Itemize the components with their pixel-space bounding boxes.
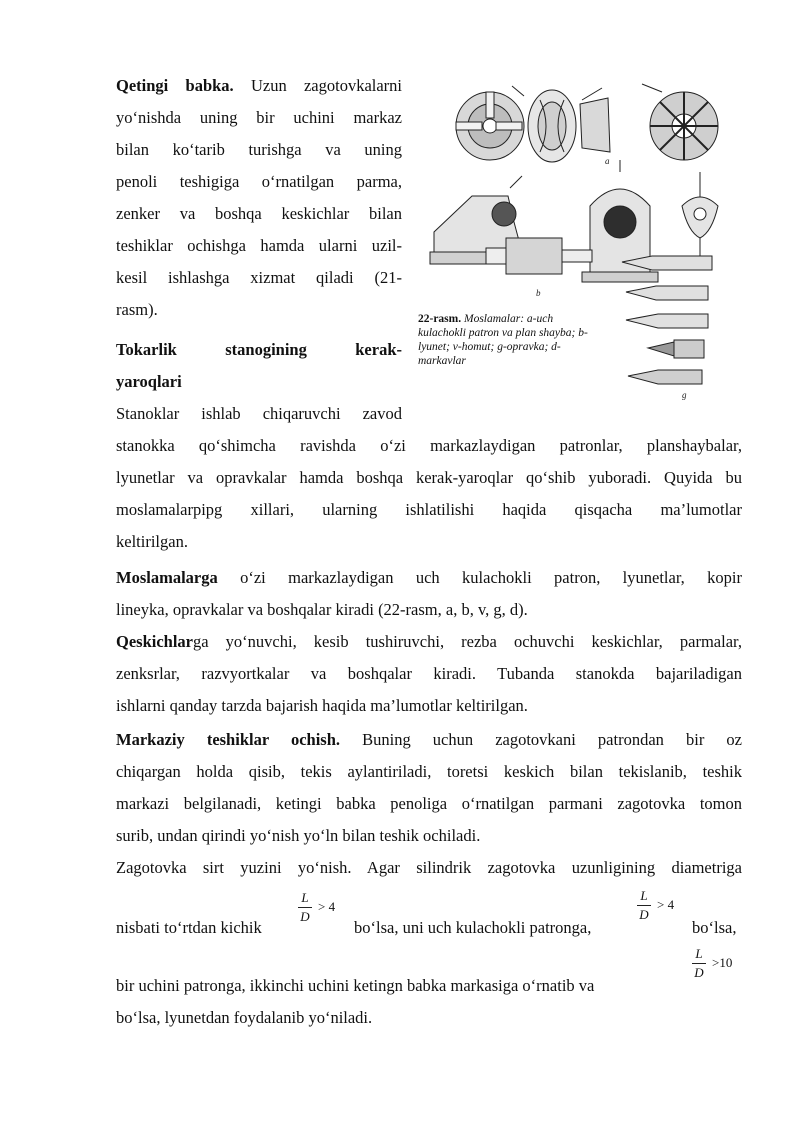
term-qetingi-babka: Qetingi babka. [116,76,234,95]
term-markaziy-teshiklar: Markaziy teshiklar ochish. [116,730,341,749]
text-line: surib, undan qirindi yo‘nish yo‘ln bilan teshik ochiladi. [116,826,481,845]
label-a: a [605,156,610,166]
text-line: zenker va boshqa keskichlar bilan [116,204,402,223]
text-fragment: bo‘lsa, [692,918,737,937]
text-line: keltirilgan. [116,532,188,551]
text-line: lineyka, opravkalar va boshqalar kiradi (22-rasm, a, b, v, g, d). [116,600,528,619]
text-line: ishlarni qanday tarzda bajarish haqida ma’lumotlar keltirilgan. [116,696,528,715]
dog-clamp-drawing [682,172,718,256]
text-line: rasm). [116,300,158,319]
label-g: g [682,390,687,400]
term-moslamalarga: Moslamalarga [116,568,218,587]
text-line: Qeskichlarga yo‘nuvchi, kesib tushiruvchi, rezba ochuvchi keskichlar, parmalar, [116,632,742,651]
heading-line: yaroqlari [116,372,182,391]
text-fragment: nisbati to‘rtdan kichik [116,918,262,937]
text-line: yo‘nishda uning bir uchini markaz [116,108,402,127]
text-line: penoli teshigiga o‘rnatilgan parma, [116,172,402,191]
text-line: stanokka qo‘shimcha ravishda o‘zi markazlaydigan patronlar, planshaybalar, [116,436,742,455]
text-line: Qetingi babka. Uzun zagotovkalarni [116,76,403,95]
text-line: Moslamalarga o‘zi markazlaydigan uch kulachokli patron, lyunetlar, kopir [116,568,742,587]
label-b: b [536,288,541,298]
text-line: moslamalarpipg xillari, ularning ishlatilishi haqida qisqacha ma’lumotlar [116,500,742,519]
figure-22-moslamalar [412,76,744,406]
text-line: Stanoklar ishlab chiqaruvchi zavod [116,404,402,423]
heading-line: Tokarlik stanogining kerak- [116,340,402,359]
faceplate-drawing [642,84,718,160]
text-line: teshiklar ochishga hamda ularni uzil- [116,236,402,255]
text-line: zenksrlar, razvyortkalar va boshqalar kiradi. Tubanda stanokda bajariladigan [116,664,742,683]
document-page: Qetingi babka. Uzun zagotovkalarni yo‘nishda uning bir uchini markaz bilan ko‘tarib turishga va uning penoli teshigiga o‘rnatilgan parma, zenker va boshqa keskichlar bilan teshiklar ochishga hamda ularni uzil- kesil ishlashga xizmat qiladi (21- rasm). Tokarlik stanogining kerak- yaroqlari Stanoklar ishlab chiqaruvchi zavod stanokka qo‘shimcha ravishda o‘zi markazlaydigan patronlar, planshaybalar, lyunetlar va opravkalar hamda boshqa kerak-yaroqlar qo‘shib yuboradi. Quyida bu moslamalarpipg xillari, ularning ishlatilishi haqida qisqacha ma’lumotlar keltirilgan. Moslamalarga o‘zi markazlaydigan uch kulachokli patron, lyunetlar, kopir lineyka, opravkalar va boshqalar kiradi (22-rasm, a, b, v, g, d). Qeskichlarga yo‘nuvchi, kesib tushiruvchi, rezba ochuvchi keskichlar, parmalar, zenksrlar, razvyortkalar va boshqalar kiradi. Tubanda stanokda bajariladigan ishlarni qanday tarzda bajarish haqida ma’lumotlar keltirilgan. Markaziy teshiklar ochish. Buning uchun zagotovkani patrondan bir oz chiqargan holda qisib, tekis aylantiriladi, toretsi keskich bilan tekislanib, teshik markazi belgilanadi, ketingi babka penoliga o‘rnatilgan parmani zagotovka tomon surib, undan qirindi yo‘nish yo‘ln bilan teshik ochiladi. Zagotovka sirt yuzini yo‘nish. Agar silindrik zagotovka uzunligining diametriga nisbati to‘rtdan kichik L D > 4 bo‘lsa, uni uch kulachokli patronga, L D > 4 bo‘lsa, bir uchini patronga, ikkinchi uchini ketingn babka markasiga o‘rnatib va L D >10 bo‘lsa, lyunetdan foydalanib yo‘niladi. a b g 22-rasm. Moslamalar: a-uch kulachokli patron va plan shayba; b-lyunet; v-homut; g-opravka; d-markavlar [0,0,800,1131]
text-fragment: bo‘lsa, uni uch kulachokli patronga, [354,918,592,937]
term-qeskichlar: Qeskichlar [116,632,193,651]
text-line: lyunetlar va opravkalar hamda boshqa kerak-yaroqlar qo‘shib yuboradi. Quyida bu [116,468,742,487]
text-line: bo‘lsa, lyunetdan foydalanib yo‘niladi. [116,1008,373,1027]
chuck-drawing [456,92,524,160]
text-line: markazi belgilanadi, ketingi babka penoliga o‘rnatilgan parmani zagotovka tomon [116,794,742,813]
text-line: Zagotovka sirt yuzini yo‘nish. Agar silindrik zagotovka uzunligining diametriga [116,858,742,877]
chuck-parts-drawing [512,86,610,162]
text-line: bilan ko‘tarib turishga va uning [116,140,402,159]
figure-caption: 22-rasm. Moslamalar: a-uch kulachokli patron va plan shayba; b-lyunet; v-homut; g-opravka; d-markavlar [418,313,588,367]
text-line: chiqargan holda qisib, tekis aylantiriladi, toretsi keskich bilan tekislanib, teshik [116,762,742,781]
text-fragment: bir uchini patronga, ikkinchi uchini ketingn babka markasiga o‘rnatib va [116,976,595,995]
text-line: Markaziy teshiklar ochish. Buning uchun zagotovkani patrondan bir oz [116,730,742,749]
text-line: kesil ishlashga xizmat qiladi (21- [116,268,402,287]
